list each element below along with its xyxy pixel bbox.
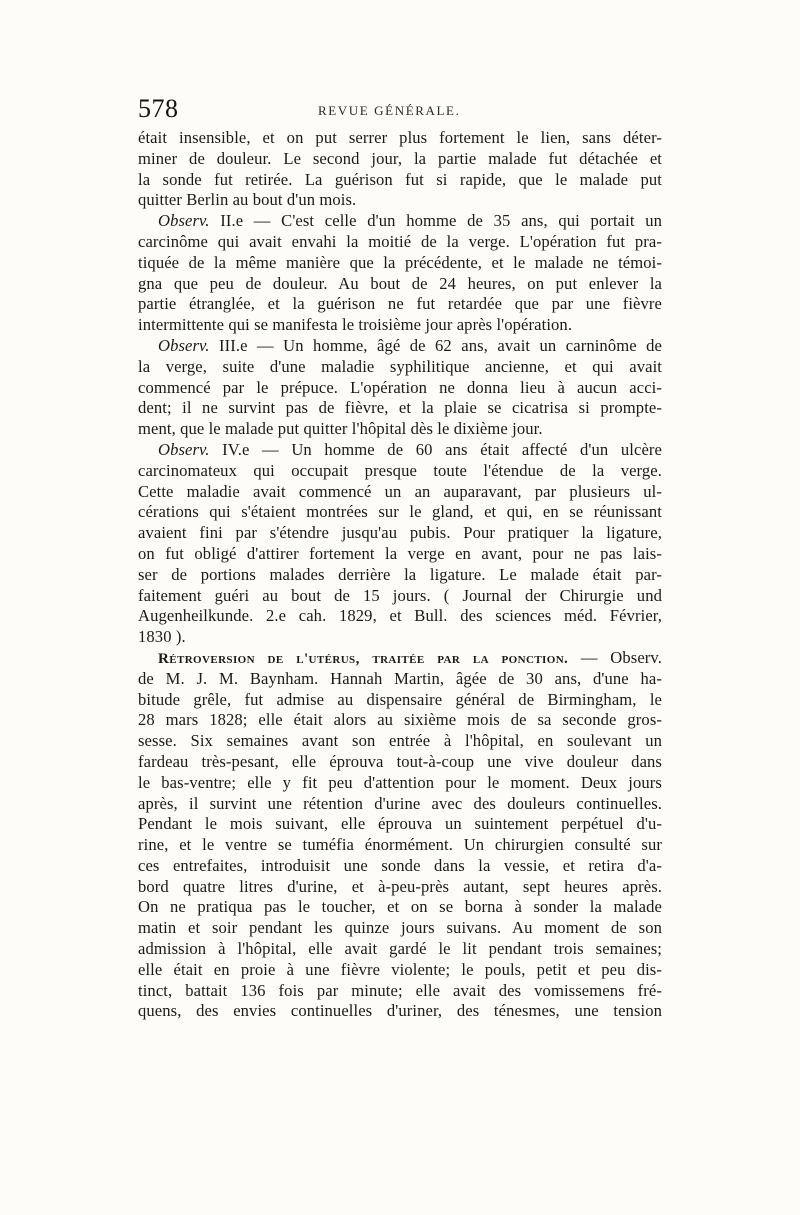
text-line xyxy=(138,960,662,981)
text-line xyxy=(138,232,662,253)
line-text: la verge, suite d'une maladie syphilitique ancienne, et qui avait xyxy=(138,356,662,376)
line-text: carcinôme qui avait envahi la moitié de la verge. L'opération fut pra- xyxy=(138,231,662,251)
line-text: gna que peu de douleur. Au bout de 24 heures, on put enlever la xyxy=(138,273,662,293)
line-text: bitude grêle, fut admise au dispensaire général de Birmingham, le xyxy=(138,689,662,709)
line-text: III.e — Un homme, âgé de 62 ans, avait un carninôme de xyxy=(209,335,662,355)
text-line xyxy=(138,357,662,378)
text-line xyxy=(138,981,662,1002)
text-line xyxy=(138,731,662,752)
text-line xyxy=(138,294,662,315)
text-line xyxy=(138,274,662,295)
line-text: matin et soir pendant les quinze jours suivans. Au moment de son xyxy=(138,918,662,938)
text-line xyxy=(138,1001,662,1022)
observation-label: Observ. xyxy=(158,211,210,231)
text-line xyxy=(138,523,662,544)
line-text: 28 mars 1828; elle était alors au sixième mois de sa seconde gros- xyxy=(138,710,662,730)
page-header xyxy=(138,94,662,128)
text-line xyxy=(138,835,662,856)
text-line xyxy=(138,897,662,918)
line-text: faitement guéri au bout de 15 jours. ( Journal der Chirurgie und xyxy=(138,585,662,605)
text-line xyxy=(138,814,662,835)
text-line xyxy=(138,544,662,565)
line-text: admission à l'hôpital, elle avait gardé le lit pendant trois semaines; xyxy=(138,939,662,959)
text-line xyxy=(138,939,662,960)
line-text: carcinomateux qui occupait presque toute l'étendue de la verge. xyxy=(138,460,662,480)
line-text: Pendant le mois suivant, elle éprouva un suintement perpétuel d'u- xyxy=(138,814,662,834)
line-text: était insensible, et on put serrer plus fortement le lien, sans déter- xyxy=(138,128,662,147)
text-line xyxy=(138,419,662,440)
line-text: ces entrefaites, introduisit une sonde dans la vessie, et retira d'a- xyxy=(138,855,662,875)
line-text: elle était en proie à une fièvre violente; le pouls, petit et peu dis- xyxy=(138,959,662,979)
text-line xyxy=(138,794,662,815)
text-line xyxy=(138,586,662,607)
line-text: — Observ. xyxy=(568,647,663,667)
text-line xyxy=(138,856,662,877)
text-line xyxy=(138,565,662,586)
line-text: après, il survint une rétention d'urine avec des douleurs continuelles. xyxy=(138,793,662,813)
line-text: dent; il ne survint pas de fièvre, et la plaie se cicatrisa si prompte- xyxy=(138,398,662,418)
line-text: tiquée de la même manière que la précédente, et le malade ne témoi- xyxy=(138,252,662,272)
line-text: sesse. Six semaines avant son entrée à l'hôpital, en soulevant un xyxy=(138,731,662,751)
line-text: quens, des envies continuelles d'uriner, des ténesmes, une tension xyxy=(138,1001,662,1021)
line-text: avaient fini par s'étendre jusqu'au pubis. Pour pratiquer la ligature, xyxy=(138,523,662,543)
line-text: tinct, battait 136 fois par minute; elle avait des vomissemens fré- xyxy=(138,980,662,1000)
line-text: II.e — C'est celle d'un homme de 35 ans, qui portait un xyxy=(209,211,662,231)
line-text: IV.e — Un homme de 60 ans était affecté d'un ulcère xyxy=(209,439,662,459)
line-text: 1830 ). xyxy=(138,627,186,647)
text-line xyxy=(138,149,662,170)
line-text: intermittente qui se manifesta le troisième jour après l'opération. xyxy=(138,315,573,335)
running-head: REVUE GÉNÉRALE. xyxy=(318,103,461,118)
text-line xyxy=(138,669,662,690)
text-line xyxy=(138,461,662,482)
text-line xyxy=(138,773,662,794)
text-line xyxy=(138,398,662,419)
line-text: miner de douleur. Le second jour, la partie malade fut détachée et xyxy=(138,148,662,168)
line-text: ment, que le malade put quitter l'hôpital dès le dixième jour. xyxy=(138,419,543,439)
section-heading: Rétroversion de l'utérus, traitée par la ponction. xyxy=(158,650,569,667)
text-line xyxy=(138,710,662,731)
text-line xyxy=(138,648,662,669)
line-text: cérations qui s'étaient montrées sur le gland, et qui, en se réunissant xyxy=(138,502,662,522)
text-line xyxy=(138,170,662,191)
text-line xyxy=(138,606,662,627)
text-line xyxy=(138,877,662,898)
text-line xyxy=(138,627,662,648)
line-text: rine, et le ventre se tuméfia énormément. Un chirurgien consulté sur xyxy=(138,835,662,855)
line-text: de M. J. M. Baynham. Hannah Martin, âgée de 30 ans, d'une ha- xyxy=(138,668,662,688)
line-text: Cette maladie avait commencé un an auparavant, par plusieurs ul- xyxy=(138,481,662,501)
line-text: on fut obligé d'attirer fortement la verge en avant, pour ne pas lais- xyxy=(138,543,662,563)
line-text: commencé par le prépuce. L'opération ne donna lieu à aucun acci- xyxy=(138,377,662,397)
text-line xyxy=(138,128,662,149)
page-number: 578 xyxy=(138,94,179,123)
line-text: ser de portions malades derrière la ligature. Le malade était par- xyxy=(138,564,662,584)
text-line xyxy=(138,211,662,232)
text-line xyxy=(138,918,662,939)
text-line xyxy=(138,336,662,357)
line-text: partie étranglée, et la guérison ne fut retardée que par une fièvre xyxy=(138,294,662,314)
observation-label: Observ. xyxy=(158,439,210,459)
line-text: la sonde fut retirée. La guérison fut si rapide, que le malade put xyxy=(138,169,662,189)
line-text: On ne pratiqua pas le toucher, et on se borna à sonder la malade xyxy=(138,897,662,917)
line-text: Augenheilkunde. 2.e cah. 1829, et Bull. des sciences méd. Février, xyxy=(138,606,662,626)
text-line xyxy=(138,752,662,773)
line-text: quitter Berlin au bout d'un mois. xyxy=(138,190,357,210)
text-line xyxy=(138,190,662,211)
text-line xyxy=(138,690,662,711)
line-text: le bas-ventre; elle y fit peu d'attention pour le moment. Deux jours xyxy=(138,772,662,792)
text-line xyxy=(138,502,662,523)
text-line xyxy=(138,378,662,399)
line-text: fardeau très-pesant, elle éprouva tout-à-coup une vive douleur dans xyxy=(138,751,662,771)
text-line xyxy=(138,253,662,274)
body-text xyxy=(138,128,662,1022)
line-text: bord quatre litres d'urine, et à-peu-près autant, sept heures après. xyxy=(138,876,662,896)
text-line xyxy=(138,482,662,503)
observation-label: Observ. xyxy=(158,335,210,355)
text-line xyxy=(138,440,662,461)
text-line xyxy=(138,315,662,336)
